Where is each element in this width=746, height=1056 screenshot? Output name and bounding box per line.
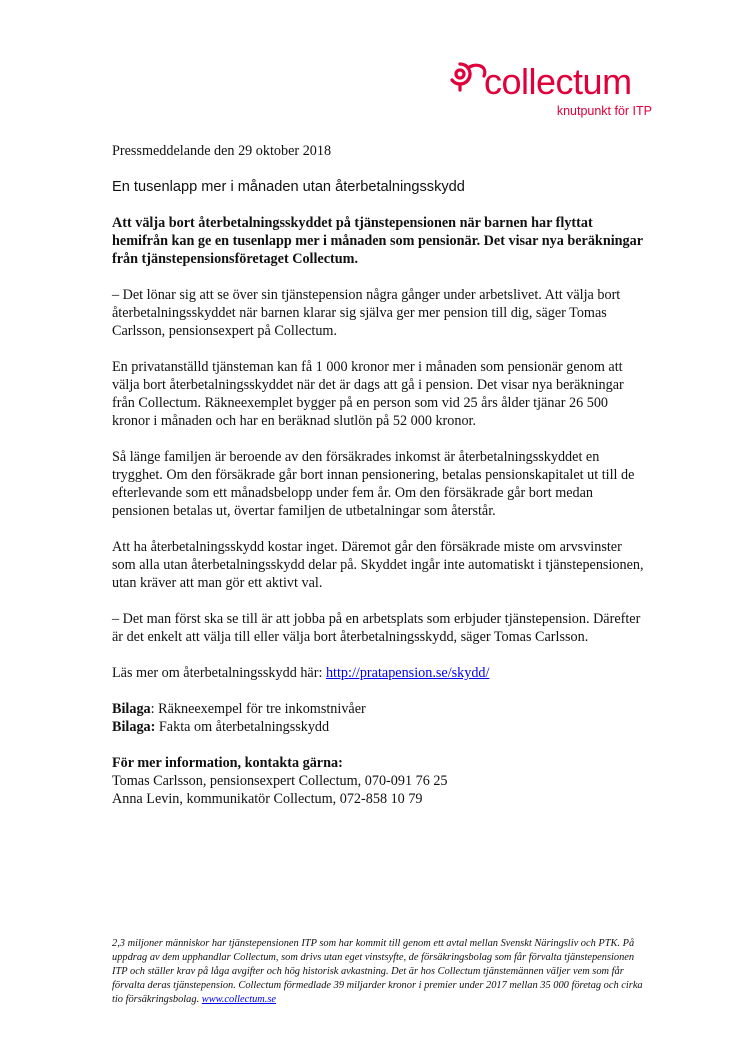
press-release-body: [112, 142, 648, 808]
footer-link[interactable]: www.collectum.se: [201, 994, 277, 1006]
collectum-logo: [446, 58, 658, 120]
attachments: [112, 700, 648, 736]
contact-line: Anna Levin, kommunikatör Collectum, 072-858 10 79: [112, 791, 423, 807]
attachment-text: Fakta om återbetalningsskydd: [155, 719, 330, 735]
read-more: [112, 664, 648, 682]
body-paragraph: En privatanställd tjänsteman kan få 1 000 kronor mer i månaden som pensionär genom att välja bort återbetalningsskyddet när det är dags att gå i pension. Det visar nya beräkningar från Collectum. Räkneexemplet bygger på en person som vid 25 års ålder tjänar 26 500 kronor i månaden och har en beräknad slutlön på 52 000 kronor.: [112, 359, 624, 429]
body-paragraph: Att ha återbetalningsskydd kostar inget. Däremot går den försäkrade miste om arvsvinster som alla utan återbetalningsskydd delar på. Skyddet ingår inte automatiskt i tjänstepensionen, utan kräver att man gör ett aktivt val.: [112, 539, 644, 591]
attachment-text: : Räkneexempel för tre inkomstnivåer: [150, 701, 366, 717]
footer-note: [112, 937, 652, 1007]
contact-title: För mer information, kontakta gärna:: [112, 755, 343, 771]
attachment-item: [112, 718, 648, 736]
attachment-label: Bilaga: [112, 701, 151, 717]
logo-wordmark: collectum: [484, 61, 632, 102]
read-more-link[interactable]: http://pratapension.se/skydd/: [325, 665, 490, 681]
contact-line: Tomas Carlsson, pensionsexpert Collectum, 070-091 76 25: [112, 773, 448, 789]
body-paragraph: – Det lönar sig att se över sin tjänstepension några gånger under arbetslivet. Att välja bort återbetalningsskyddet när barnen klarar sig själva ger mer pension till dig, säger Tomas Carlsson, pensionsexpert på Collectum.: [112, 287, 621, 339]
logo-tagline: knutpunkt för ITP: [556, 104, 652, 118]
contact-block: [112, 754, 648, 808]
lead-paragraph: Att välja bort återbetalningsskyddet på tjänstepensionen när barnen har flyttat hemifrån kan ge en tusenlapp mer i månaden som pensionär. Det visar nya beräkningar från tjänstepensionsföretaget Collectum.: [112, 215, 643, 267]
read-more-text: Läs mer om återbetalningsskydd här:: [112, 665, 326, 681]
body-paragraph: Så länge familjen är beroende av den försäkrades inkomst är återbetalningsskyddet en trygghet. Om den försäkrade går bort innan pensionering, betalas pensionskapitalet ut till de efterlevande som ett månadsbelopp under fem år. Om den försäkrade går bort medan pensionen betalas ut, övertar familjen de utbetalningar som återstår.: [112, 449, 635, 519]
footer-text: 2,3 miljoner människor har tjänstepensionen ITP som har kommit till genom ett avtal mellan Svenskt Näringsliv och PTK. På uppdrag av dem upphandlar Collectum, som drivs utan eget vinstsyfte, de försäkringsbolag som får förvalta tjänstepensionen ITP och ställer krav på låga avgifter och hög historisk avkastning. Det är hos Collectum tjänstemännen väljer vem som får förvalta deras tjänstepension. Collectum förmedlade 39 miljarder kronor i premier under 2017 mellan 35 000 företag och cirka tio försäkringsbolag.: [112, 938, 643, 1006]
dateline: Pressmeddelande den 29 oktober 2018: [112, 143, 332, 159]
attachment-item: [112, 700, 648, 718]
body-paragraph: – Det man först ska se till är att jobba på en arbetsplats som erbjuder tjänstepension. Därefter är det enkelt att välja till eller välja bort återbetalningsskydd, säger Tomas Carlsson.: [112, 611, 641, 645]
headline: En tusenlapp mer i månaden utan återbetalningsskydd: [112, 179, 465, 195]
attachment-label: Bilaga:: [112, 719, 156, 735]
